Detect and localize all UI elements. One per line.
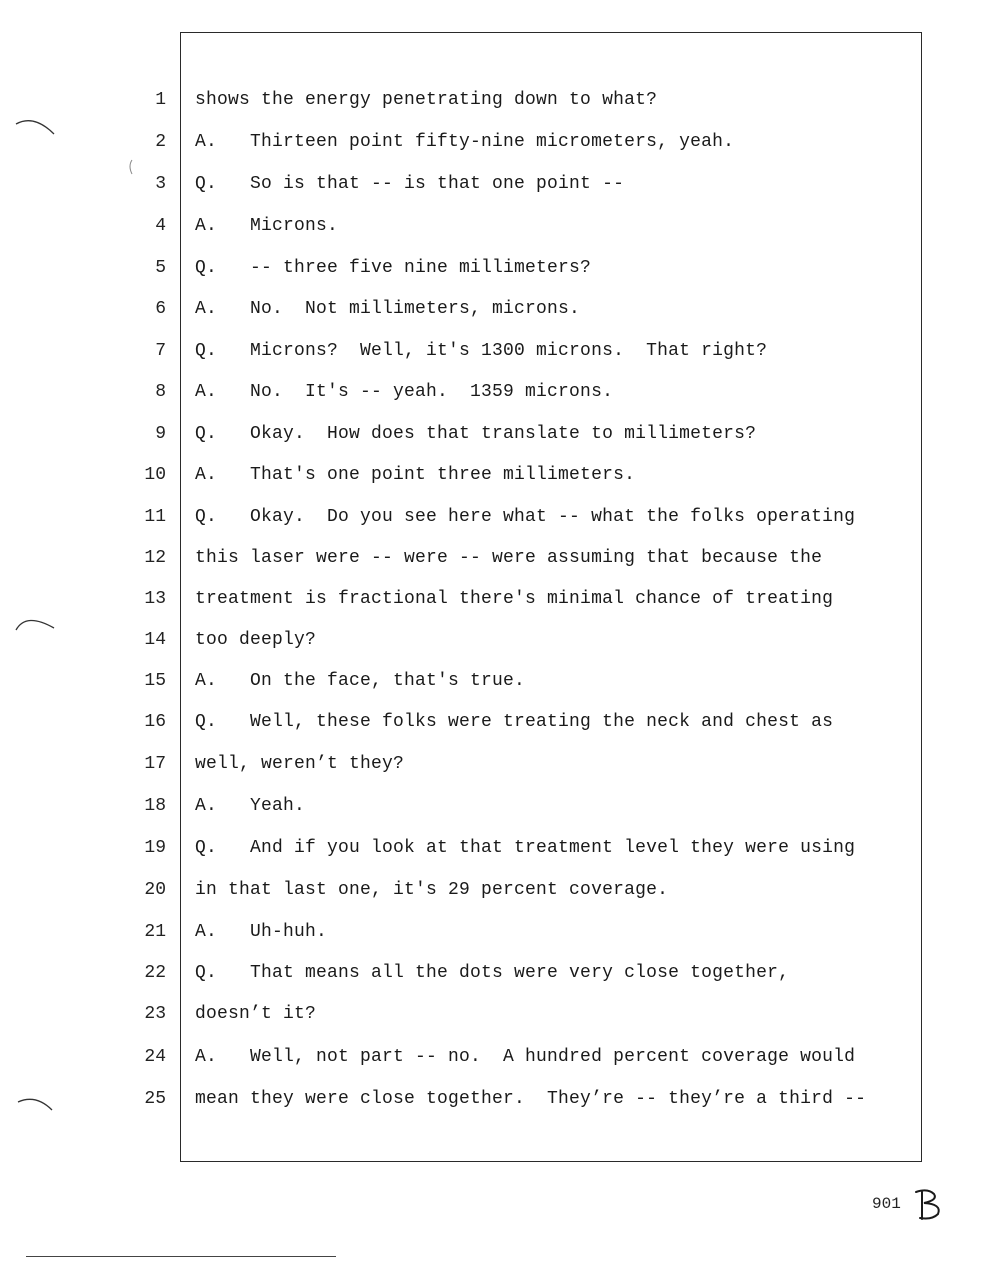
line-number: 21 [144,922,166,942]
page-number: 901 [872,1195,901,1213]
transcript-line: in that last one, it's 29 percent coverage. [195,880,669,900]
line-number: 19 [144,838,166,858]
line-number: 16 [144,712,166,732]
transcript-line: A. Uh-huh. [195,922,328,942]
binder-hole-mark-top [14,112,58,142]
transcript-line: Q. Well, these folks were treating the neck and chest as [195,712,834,732]
transcript-line: A. Thirteen point fifty-nine micrometers, yeah. [195,132,735,152]
line-number: 8 [155,382,166,402]
transcript-line: Q. Microns? Well, it's 1300 microns. That right? [195,341,768,361]
transcript-line: shows the energy penetrating down to what? [195,90,658,110]
line-number: 17 [144,754,166,774]
transcript-line: Q. And if you look at that treatment level they were using [195,838,856,858]
transcript-line: Q. -- three five nine millimeters? [195,258,592,278]
transcript-line: A. No. It's -- yeah. 1359 microns. [195,382,614,402]
binder-hole-mark-bottom [14,1090,58,1120]
line-number: 23 [144,1004,166,1024]
line-number: 12 [144,548,166,568]
line-number: 24 [144,1047,166,1067]
line-number: 4 [155,216,166,236]
line-number: 6 [155,299,166,319]
transcript-line: Q. Okay. Do you see here what -- what the folks operating [195,507,856,527]
transcript-line: A. On the face, that's true. [195,671,526,691]
transcript-line: too deeply? [195,630,317,650]
transcript-line: Q. So is that -- is that one point -- [195,174,625,194]
transcript-line: Q. Okay. How does that translate to millimeters? [195,424,757,444]
transcript-line: A. Yeah. [195,796,306,816]
line-number: 7 [155,341,166,361]
line-number: 3 [155,174,166,194]
line-number: 14 [144,630,166,650]
transcript-line: A. Well, not part -- no. A hundred percent coverage would [195,1047,856,1067]
transcript-line: doesn’t it? [195,1004,317,1024]
transcript-line: A. Microns. [195,216,339,236]
line-number: 15 [144,671,166,691]
transcript-line: this laser were -- were -- were assuming that because the [195,548,823,568]
line-number: 13 [144,589,166,609]
line-number: 22 [144,963,166,983]
line-number: 10 [144,465,166,485]
transcript-line: well, weren’t they? [195,754,405,774]
line-number: 18 [144,796,166,816]
transcript-line: A. That's one point three millimeters. [195,465,636,485]
line-number: 20 [144,880,166,900]
line-number: 11 [144,507,166,527]
line-number: 9 [155,424,166,444]
line-number: 1 [155,90,166,110]
transcript-line: A. No. Not millimeters, microns. [195,299,581,319]
handwritten-exhibit-letter [912,1186,944,1222]
line-number: 2 [155,132,166,152]
transcript-line: treatment is fractional there's minimal chance of treating [195,589,834,609]
footer-rule [26,1256,336,1257]
line-number: 25 [144,1089,166,1109]
transcript-line: Q. That means all the dots were very close together, [195,963,790,983]
line-number: 5 [155,258,166,278]
transcript-line: mean they were close together. They’re -- they’re a third -- [195,1089,867,1109]
binder-hole-mark-middle [14,606,58,636]
